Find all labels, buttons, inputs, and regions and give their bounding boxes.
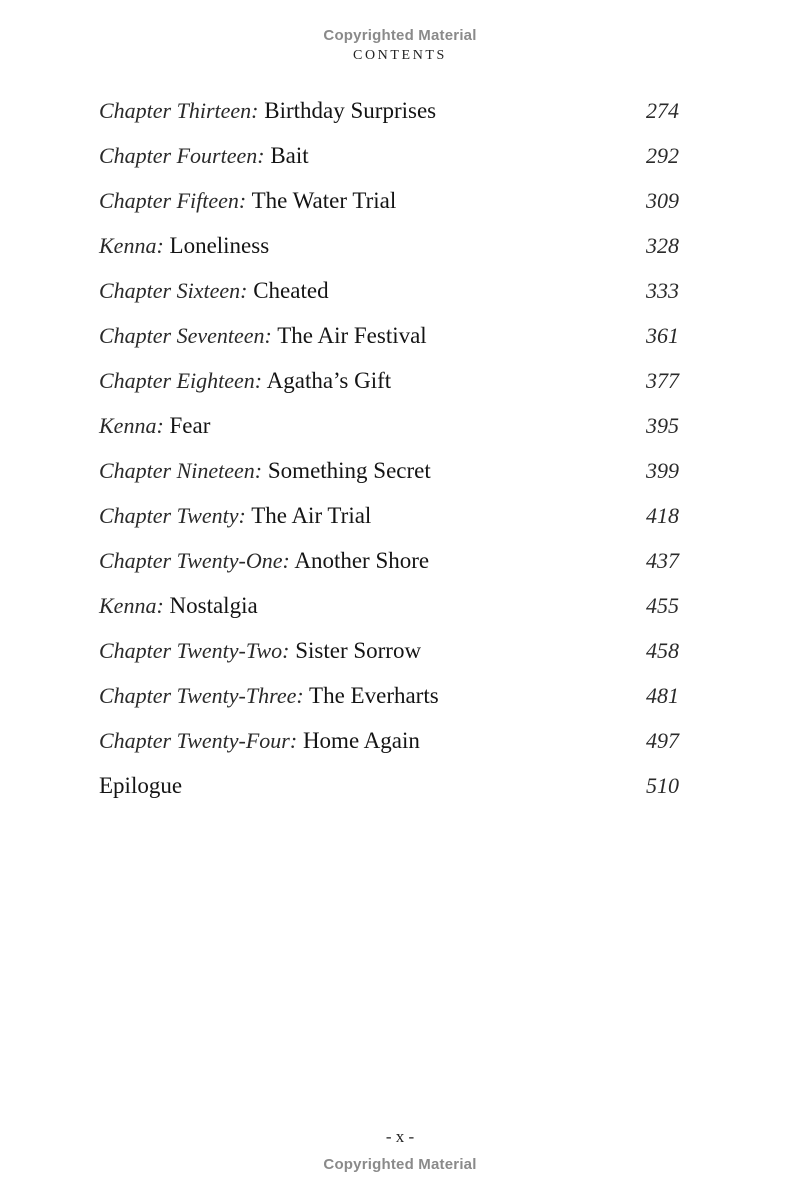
toc-entry — [99, 768, 679, 813]
toc-entry-title: Birthday Surprises — [264, 98, 437, 123]
toc-entry-page-number: 399 — [646, 458, 679, 483]
copyright-watermark-top: Copyrighted Material — [323, 27, 477, 44]
toc-entry-title: Nostalgia — [169, 593, 258, 618]
toc-entry-page-number: 418 — [646, 503, 679, 528]
toc-entry-prefix: Chapter Fourteen: — [99, 143, 265, 168]
toc-entry-prefix: Chapter Twenty-Three: — [99, 683, 304, 708]
toc-entry-prefix: Chapter Sixteen: — [99, 278, 248, 303]
toc-entry-page-number: 455 — [646, 593, 679, 618]
toc-entry-title: Loneliness — [169, 233, 270, 258]
toc-entry — [99, 138, 679, 183]
toc-entry-page-number: 377 — [646, 368, 679, 393]
toc-entry-prefix: Chapter Eighteen: — [99, 368, 263, 393]
toc-entry-prefix: Chapter Thirteen: — [99, 98, 259, 123]
toc-entry-prefix: Chapter Nineteen: — [99, 458, 263, 483]
toc-entry-title: The Water Trial — [251, 188, 397, 213]
toc-entry-title: The Everharts — [309, 683, 439, 708]
toc-entry — [99, 363, 679, 408]
toc-entry-title: Home Again — [302, 728, 420, 753]
toc-entry-title: The Air Trial — [251, 503, 372, 528]
toc-entry-prefix: Chapter Twenty-Four: — [99, 728, 298, 753]
toc-entry-prefix: Kenna: — [99, 413, 164, 438]
toc-entry — [99, 408, 679, 453]
toc-entry-prefix: Chapter Seventeen: — [99, 323, 272, 348]
toc-entry — [99, 498, 679, 543]
toc-entry-prefix: Chapter Twenty: — [99, 503, 246, 528]
toc-entry — [99, 543, 679, 588]
toc-entry — [99, 633, 679, 678]
toc-entry-title: Cheated — [253, 278, 329, 303]
running-head: CONTENTS — [353, 48, 447, 63]
toc-entry-title: Bait — [270, 143, 309, 168]
toc-entry — [99, 678, 679, 723]
toc-entry-page-number: 274 — [646, 98, 679, 123]
page-folio: - x - — [385, 1127, 415, 1146]
toc-entry — [99, 723, 679, 768]
toc-entry-title: Fear — [169, 413, 211, 438]
toc-entry-page-number: 481 — [646, 683, 679, 708]
toc-entry-prefix: Kenna: — [99, 593, 164, 618]
toc-entry-prefix: Chapter Twenty-One: — [99, 548, 290, 573]
toc-entry-title: Epilogue — [99, 773, 183, 798]
toc-entry-title: Something Secret — [267, 458, 431, 483]
toc-entry — [99, 318, 679, 363]
toc-entry-page-number: 309 — [646, 188, 679, 213]
copyright-watermark-bottom: Copyrighted Material — [323, 1156, 477, 1173]
toc-entry-page-number: 333 — [646, 278, 679, 303]
toc-entry-page-number: 292 — [646, 143, 679, 168]
toc-entry-page-number: 458 — [646, 638, 679, 663]
toc-entry-title: Another Shore — [294, 548, 430, 573]
toc-entry — [99, 228, 679, 273]
toc-entry-title: The Air Festival — [277, 323, 427, 348]
toc-entry — [99, 273, 679, 318]
toc-entry-prefix: Chapter Twenty-Two: — [99, 638, 290, 663]
toc-entry — [99, 588, 679, 633]
toc-entry-prefix: Kenna: — [99, 233, 164, 258]
toc-entry-page-number: 437 — [646, 548, 679, 573]
toc-entry-page-number: 497 — [646, 728, 679, 753]
toc-entry-title: Agatha’s Gift — [266, 368, 392, 393]
toc-entry-page-number: 328 — [646, 233, 679, 258]
toc-entry-page-number: 361 — [646, 323, 679, 348]
toc-entry-prefix: Chapter Fifteen: — [99, 188, 247, 213]
table-of-contents — [99, 93, 679, 813]
toc-entry-title: Sister Sorrow — [295, 638, 422, 663]
toc-entry-page-number: 510 — [646, 773, 679, 798]
toc-entry — [99, 93, 679, 138]
toc-entry — [99, 183, 679, 228]
toc-entry — [99, 453, 679, 498]
toc-entry-page-number: 395 — [646, 413, 679, 438]
